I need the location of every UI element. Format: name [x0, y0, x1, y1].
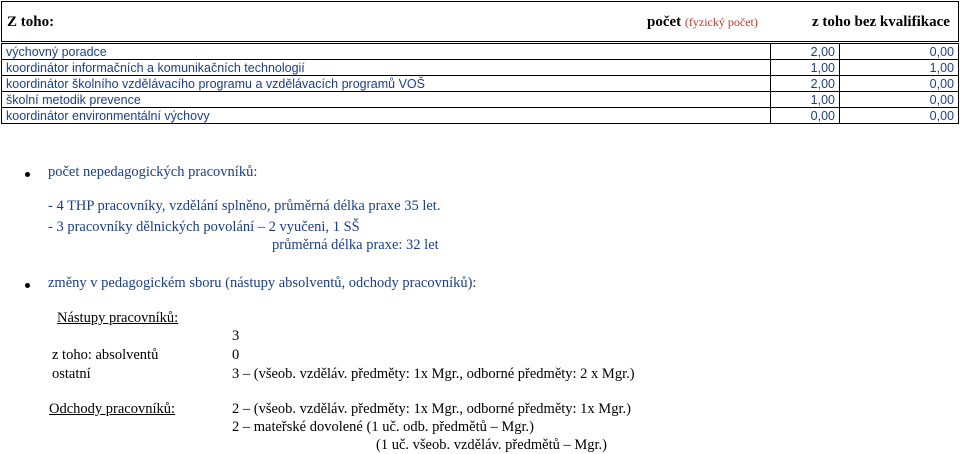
departures-label-text: Odchody pracovníků: — [49, 401, 176, 417]
section1-line3: průměrná délka praxe: 32 let — [272, 237, 439, 253]
row-label: koordinátor informačních a komunikačních technologií — [2, 60, 771, 76]
arrivals-label-text: Nástupy pracovníků: — [57, 310, 179, 326]
table-row — [2, 60, 959, 76]
arrivals-total: 3 — [232, 328, 240, 344]
bullet-icon — [25, 172, 30, 177]
row-unqualified: 0,00 — [840, 92, 959, 108]
table-row — [2, 44, 959, 60]
staff-table — [1, 43, 959, 124]
graduates-value: 0 — [232, 347, 240, 363]
departures-label — [49, 401, 175, 418]
header-col-label: Z toho: — [7, 14, 55, 30]
section2-title: změny v pedagogickém sboru (nástupy absolventů, odchody pracovníků): — [48, 275, 477, 291]
row-label: školní metodik prevence — [2, 92, 771, 108]
other-label: ostatní — [52, 366, 91, 382]
row-unqualified: 1,00 — [840, 60, 959, 76]
row-count: 1,00 — [771, 60, 840, 76]
header-col-unqualified: z toho bez kvalifikace — [812, 14, 950, 30]
table-row — [2, 76, 959, 92]
row-count: 2,00 — [771, 44, 840, 60]
row-label: koordinátor environmentální výchovy — [2, 108, 771, 124]
departures-line1: 2 – (všeob. vzděláv. předměty: 1x Mgr., odborné předměty: 1x Mgr.) — [232, 401, 631, 417]
section1-title: počet nepedagogických pracovníků: — [48, 164, 258, 180]
row-count: 2,00 — [771, 76, 840, 92]
row-label: koordinátor školního vzdělávacího programu a vzdělávacích programů VOŠ — [2, 76, 771, 92]
section1-line2: - 3 pracovníky dělnických povolání – 2 vyučeni, 1 SŠ — [48, 219, 360, 235]
row-unqualified: 0,00 — [840, 76, 959, 92]
row-unqualified: 0,00 — [840, 44, 959, 60]
graduates-label: z toho: absolventů — [52, 347, 159, 363]
header-count-sub: (fyzický počet) — [684, 15, 758, 29]
arrivals-label — [57, 310, 178, 327]
section1-line1: - 4 THP pracovníky, vzdělání splněno, průměrná délka praxe 35 let. — [48, 198, 441, 214]
table-row — [2, 92, 959, 108]
row-unqualified: 0,00 — [840, 108, 959, 124]
departures-line2: 2 – mateřské dovolené (1 uč. odb. předmětů – Mgr.) — [232, 419, 535, 435]
header-count-label: počet — [647, 14, 682, 30]
table-header — [1, 1, 959, 42]
table-row — [2, 108, 959, 124]
header-col-count — [647, 14, 758, 31]
row-count: 0,00 — [771, 108, 840, 124]
bullet-icon — [25, 283, 30, 288]
row-label: výchovný poradce — [2, 44, 771, 60]
row-count: 1,00 — [771, 92, 840, 108]
departures-line3: (1 uč. všeob. vzděláv. předmětů – Mgr.) — [376, 437, 607, 453]
other-value: 3 – (všeob. vzděláv. předměty: 1x Mgr., odborné předměty: 2 x Mgr.) — [232, 366, 635, 382]
